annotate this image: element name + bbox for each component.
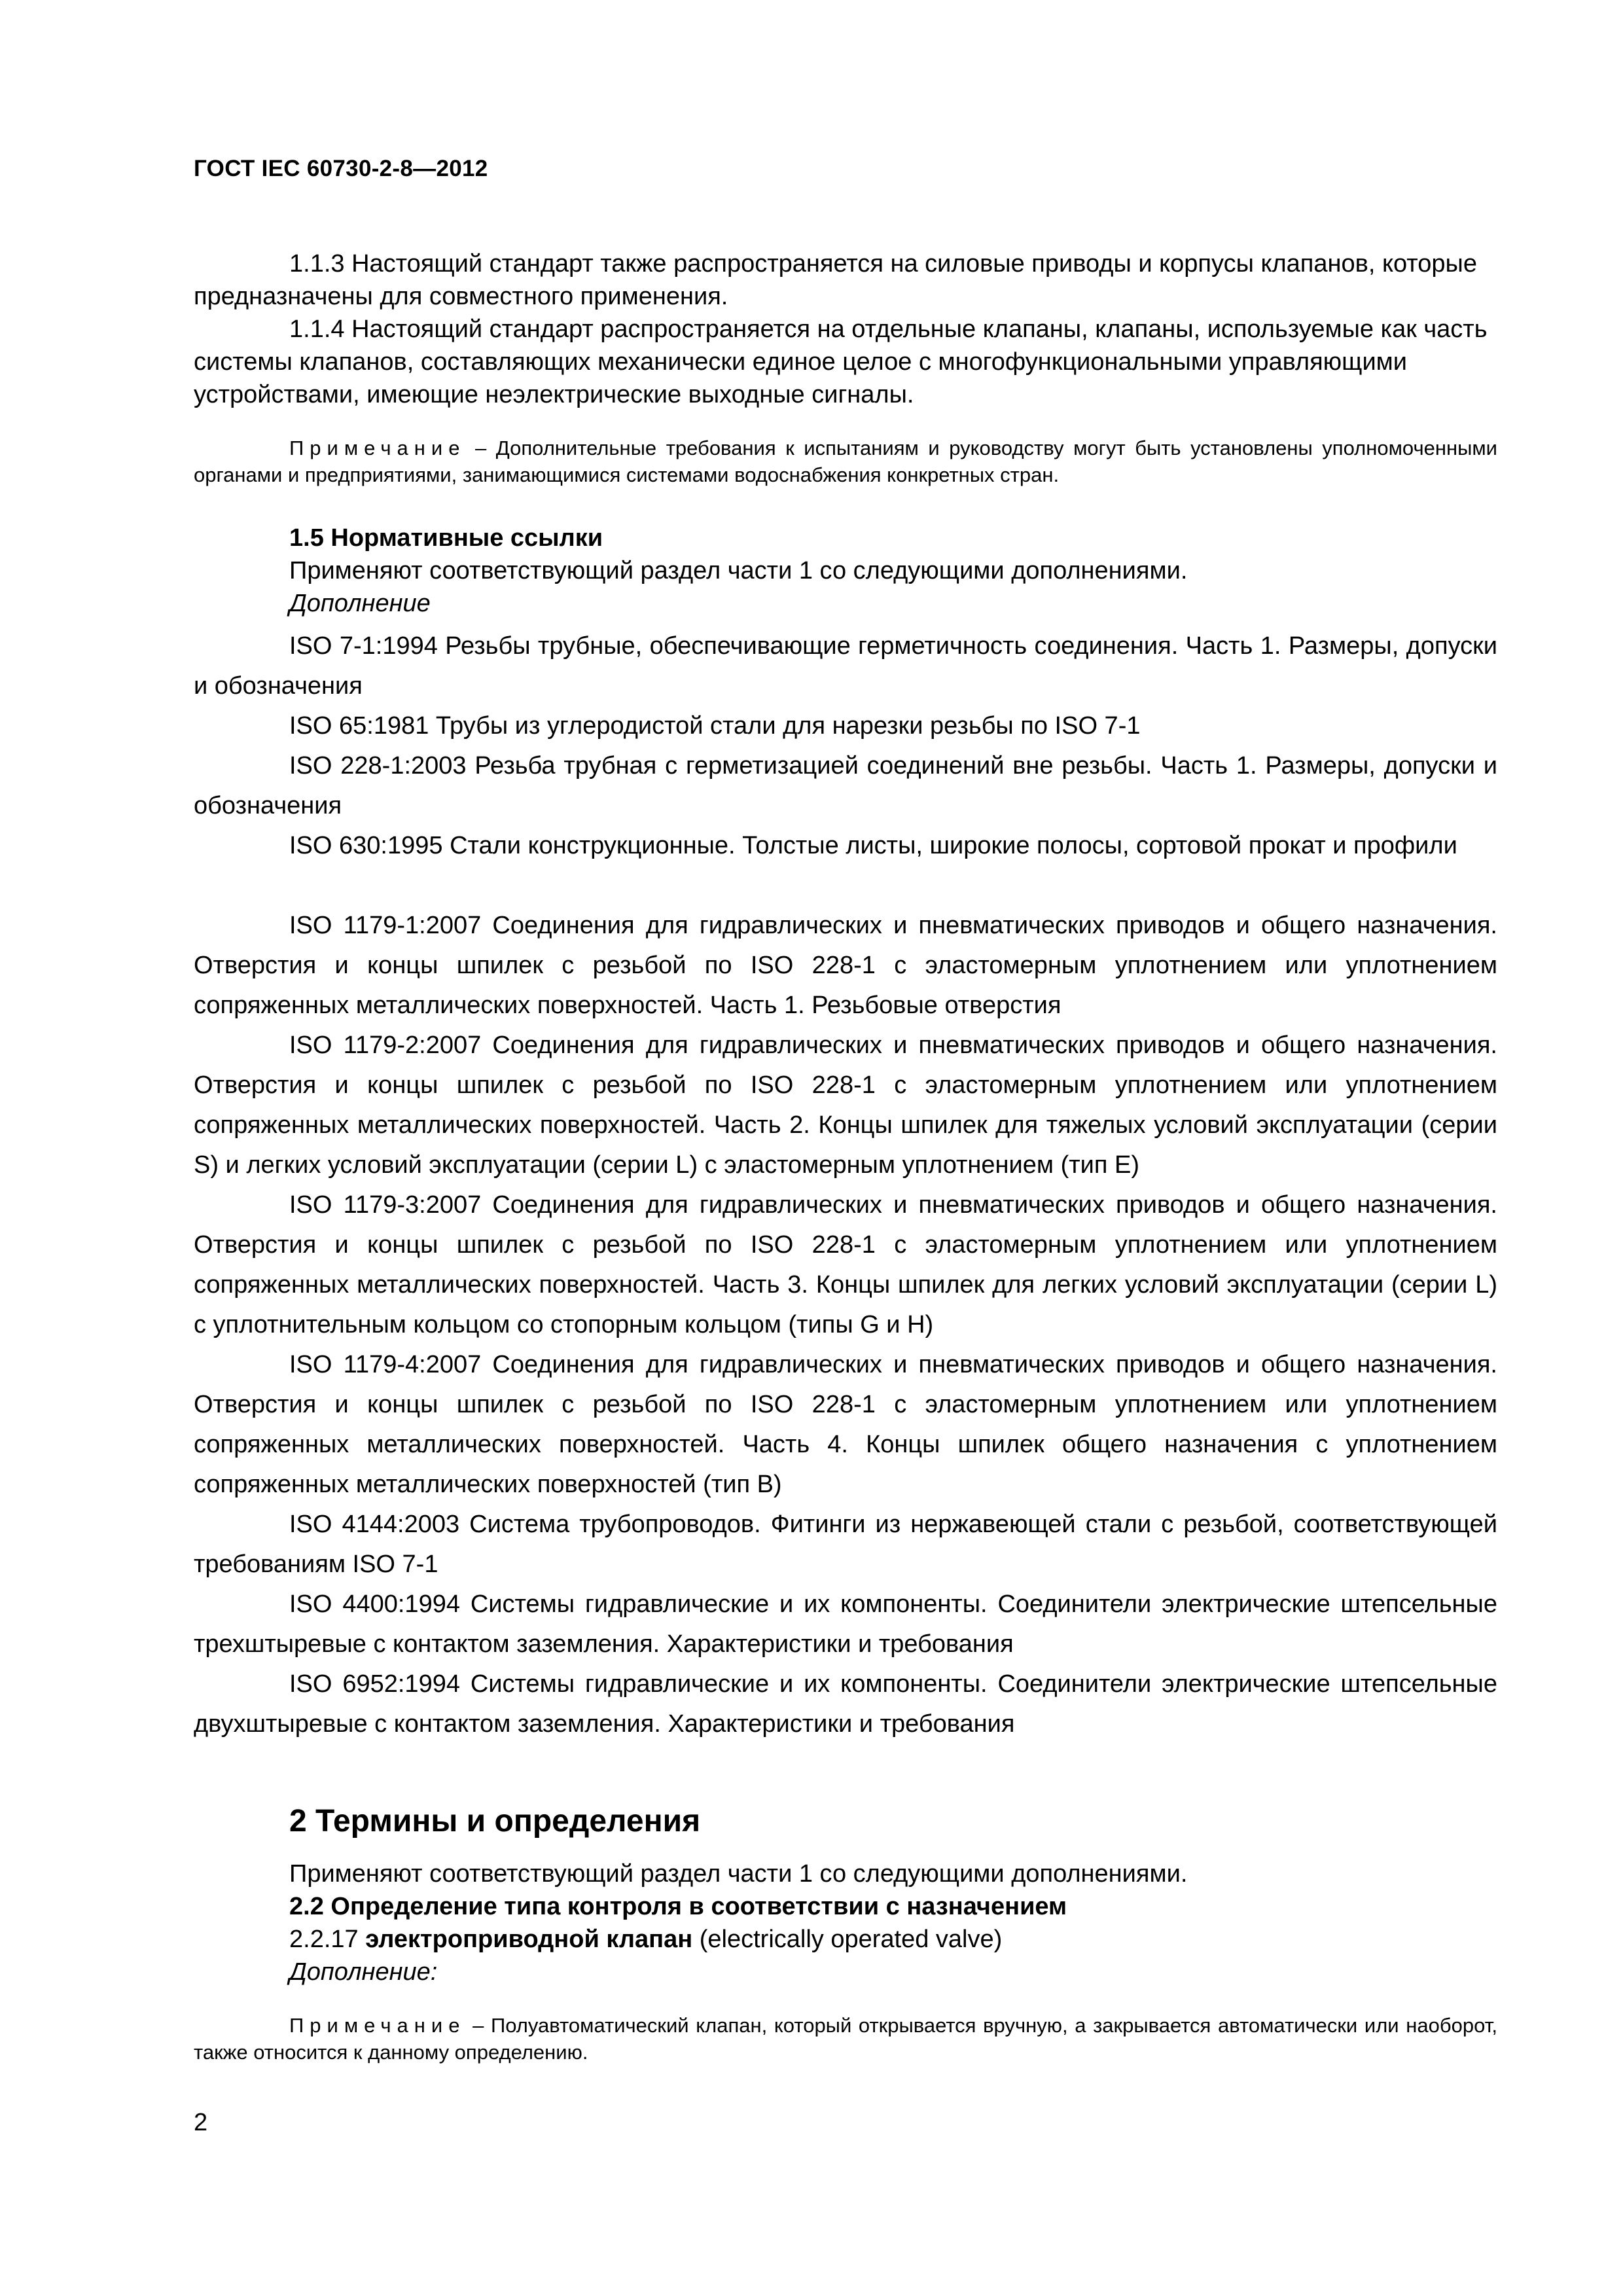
term-name: электроприводной клапан xyxy=(365,1926,693,1953)
intro-block xyxy=(194,247,1497,411)
section-1-5-intro: Применяют соответствующий раздел части 1 со следующими дополнениями. xyxy=(289,557,1188,584)
note-1-text: – Дополнительные требования к испытаниям и руководству могут быть установлены уполномоченными органами и предприятиями, занимающимися системами водоснабжения конкретных стран. xyxy=(194,437,1497,486)
reference-item: ISO 4144:2003 Система трубопроводов. Фитинги из нержавеющей стали с резьбой, соответствующей требованиям ISO 7-1 xyxy=(194,1511,1497,1578)
note-2 xyxy=(194,2012,1497,2066)
reference-item: ISO 228-1:2003 Резьба трубная с герметизацией соединений вне резьбы. Часть 1. Размеры, допуски и обозначения xyxy=(194,752,1497,819)
note-2-text: – Полуавтоматический клапан, который открывается вручную, а закрывается автоматически или наоборот, также относится к данному определению. xyxy=(194,2014,1497,2064)
reference-item: ISO 630:1995 Стали конструкционные. Толстые листы, широкие полосы, сортовой прокат и профили xyxy=(289,832,1457,859)
note-1-label: Примечание xyxy=(289,437,466,459)
reference-item: ISO 1179-3:2007 Соединения для гидравлических и пневматических приводов и общего назначения. Отверстия и концы шпилек с резьбой по ISO 228-1 с эластомерным уплотнением или уплотнением сопряженных металлических поверхностей. Часть 3. Концы шпилек для легких условий эксплуатации (серии L) с уплотнительным кольцом со стопорным кольцом (типы G и H) xyxy=(194,1191,1497,1338)
section-2-intro: Применяют соответствующий раздел части 1 со следующими дополнениями. xyxy=(289,1860,1188,1888)
reference-item: ISO 7-1:1994 Резьбы трубные, обеспечивающие герметичность соединения. Часть 1. Размеры, допуски и обозначения xyxy=(194,632,1497,700)
term-number: 2.2.17 xyxy=(289,1926,366,1953)
page-number: 2 xyxy=(194,2109,208,2136)
reference-item: ISO 65:1981 Трубы из углеродистой стали для нарезки резьбы по ISO 7-1 xyxy=(289,712,1141,740)
paragraph-1-1-4: 1.1.4 Настоящий стандарт распространяется на отдельные клапаны, клапаны, используемые как часть системы клапанов, составляющих механически единое целое с многофункциональными управляющими устройствами, имеющие неэлектрические выходные сигналы. xyxy=(194,315,1488,408)
reference-item: ISO 1179-1:2007 Соединения для гидравлических и пневматических приводов и общего назначения. Отверстия и концы шпилек с резьбой по ISO 228-1 с эластомерным уплотнением или уплотнением сопряженных металлических поверхностей. Часть 1. Резьбовые отверстия xyxy=(194,912,1497,1019)
section-1-5-title: 1.5 Нормативные ссылки xyxy=(289,524,603,552)
section-2-addition-label: Дополнение: xyxy=(289,1958,438,1986)
reference-item: ISO 6952:1994 Системы гидравлические и их компоненты. Соединители электрические штепсельные двухштыревые с контактом заземления. Характеристики и требования xyxy=(194,1670,1497,1738)
term-english: (electrically operated valve) xyxy=(692,1926,1003,1953)
section-2-2-subtitle: 2.2 Определение типа контроля в соответствии с назначением xyxy=(289,1893,1067,1920)
reference-item: ISO 4400:1994 Системы гидравлические и их компоненты. Соединители электрические штепсельные трехштыревые с контактом заземления. Характеристики и требования xyxy=(194,1590,1497,1658)
reference-item: ISO 1179-2:2007 Соединения для гидравлических и пневматических приводов и общего назначения. Отверстия и концы шпилек с резьбой по ISO 228-1 с эластомерным уплотнением или уплотнением сопряженных металлических поверхностей. Часть 2. Концы шпилек для тяжелых условий эксплуатации (серии S) и легких условий эксплуатации (серии L) с эластомерным уплотнением (тип E) xyxy=(194,1031,1497,1179)
reference-item: ISO 1179-4:2007 Соединения для гидравлических и пневматических приводов и общего назначения. Отверстия и концы шпилек с резьбой по ISO 228-1 с эластомерным уплотнением или уплотнением сопряженных металлических поверхностей. Часть 4. Концы шпилек общего назначения с уплотнением сопряженных металлических поверхностей (тип B) xyxy=(194,1351,1497,1498)
section-1-5-addition-label: Дополнение xyxy=(289,590,431,617)
document-header: ГОСТ IEC 60730-2-8—2012 xyxy=(194,156,488,181)
paragraph-1-1-3: 1.1.3 Настоящий стандарт также распространяется на силовые приводы и корпусы клапанов, которые предназначены для совместного применения. xyxy=(194,250,1477,310)
term-2-2-17 xyxy=(289,1923,1002,1956)
section-2-title: 2 Термины и определения xyxy=(289,1804,701,1839)
note-1 xyxy=(194,435,1497,488)
note-2-label: Примечание xyxy=(289,2014,466,2037)
